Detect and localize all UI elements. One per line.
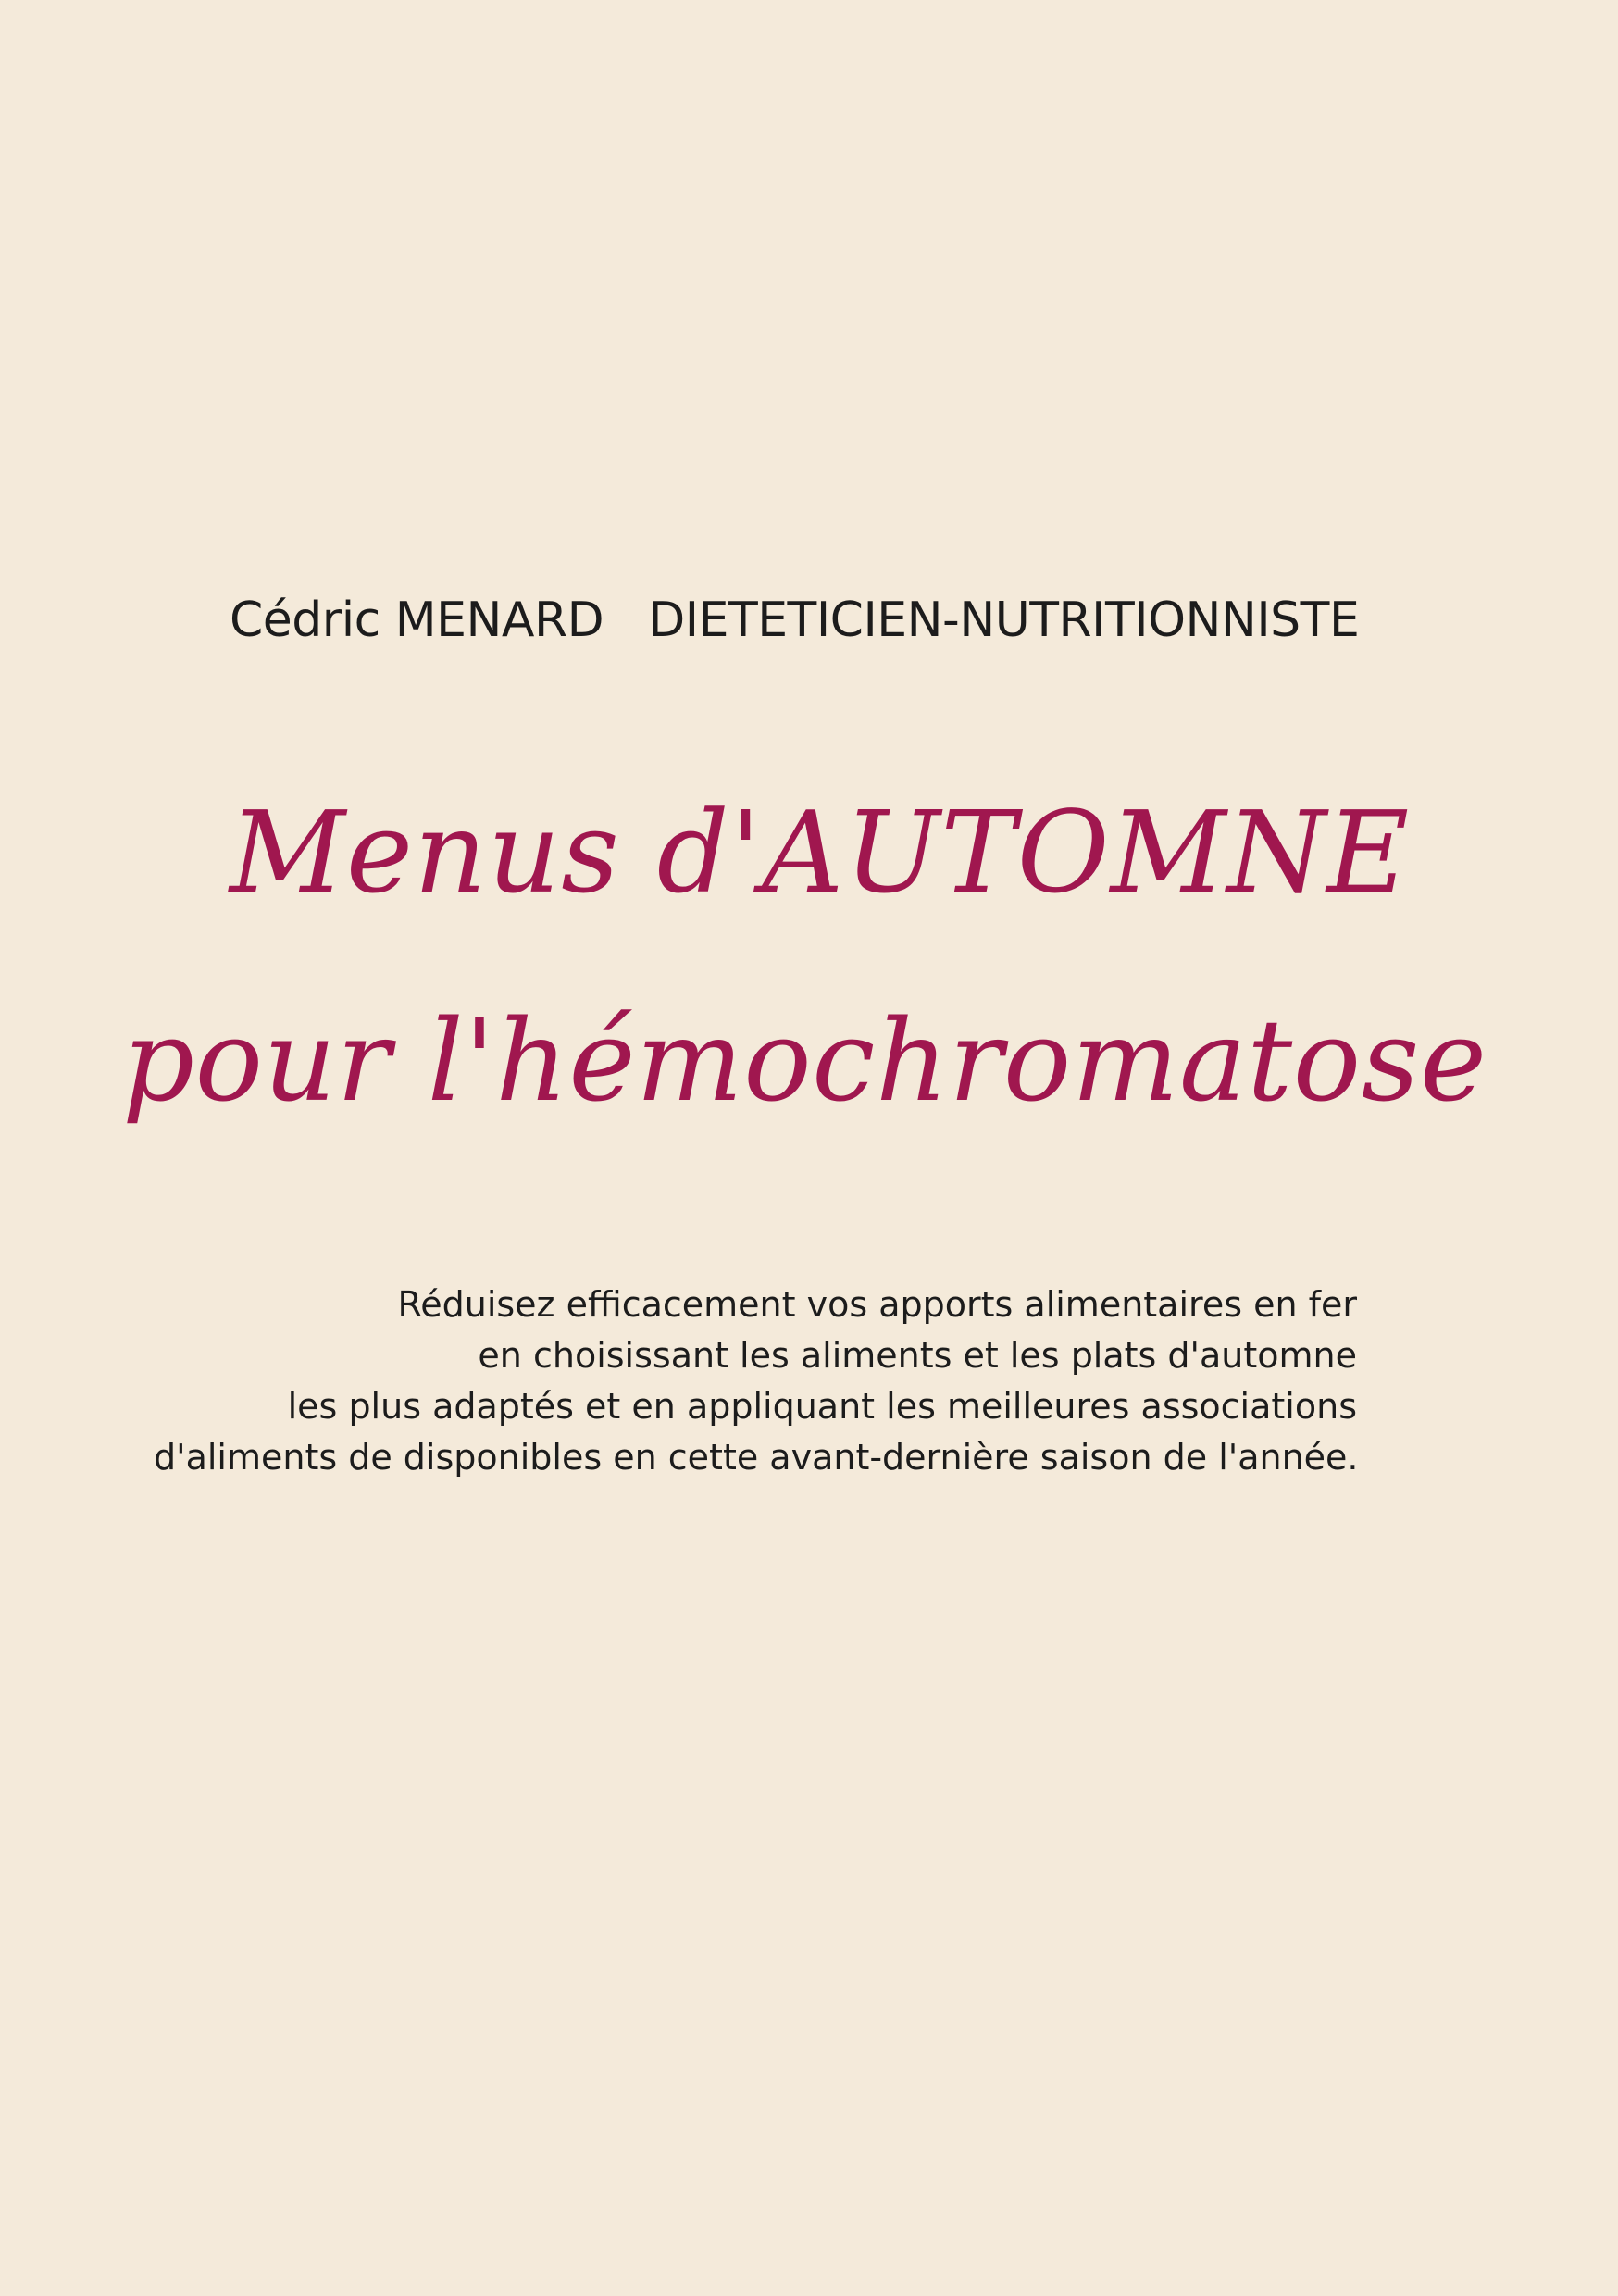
subtitle-line-3: les plus adaptés et en appliquant les meilleures associations xyxy=(287,1386,1357,1427)
subtitle-line-1: Réduisez efficacement vos apports alimentaires en fer xyxy=(397,1284,1357,1325)
author-line: Cédric MENARD DIETETICIEN-NUTRITIONNISTE xyxy=(230,593,1360,648)
subtitle-line-2: en choisissant les aliments et les plats d'automne xyxy=(478,1335,1357,1376)
title-line-1: Menus d'AUTOMNE xyxy=(230,787,1411,918)
subtitle-block xyxy=(154,1279,1357,1483)
subtitle-line-4: d'aliments de disponibles en cette avant-dernière saison de l'année. xyxy=(154,1437,1359,1478)
title-line-2: pour l'hémochromatose xyxy=(122,995,1487,1127)
